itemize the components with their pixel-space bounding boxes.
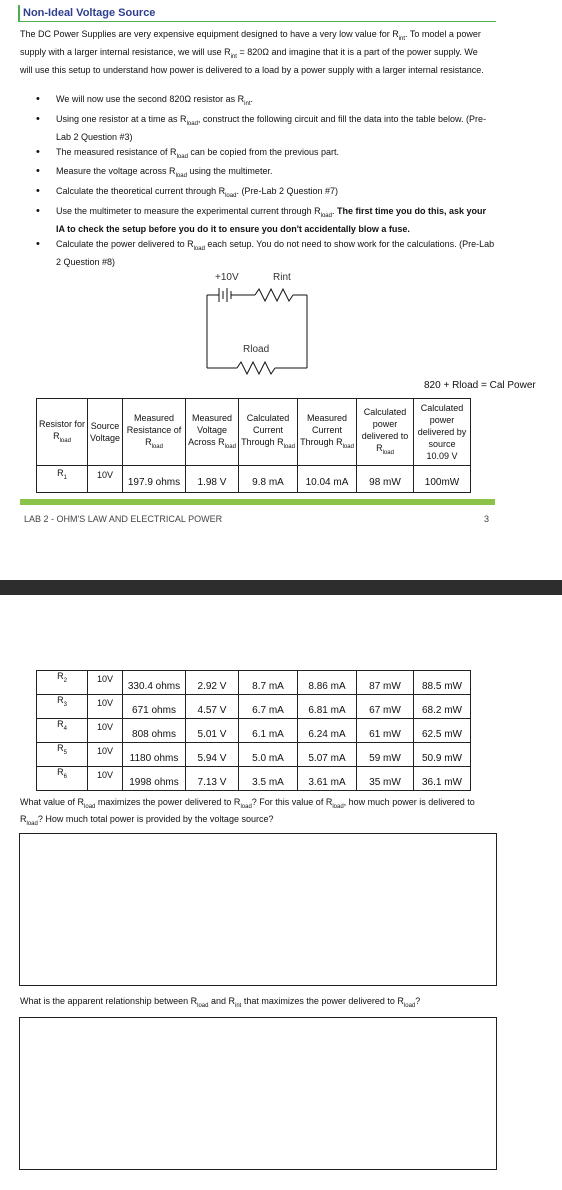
footer-page-number: 3 bbox=[484, 514, 490, 524]
page-title: Non-Ideal Voltage Source bbox=[23, 7, 156, 19]
answer-box-relationship[interactable] bbox=[19, 1017, 497, 1170]
rload-label: Rload bbox=[243, 344, 270, 355]
question-max-power: What value of $R_{load}$ maximizes the power delivered to $R_{load}$? For this value of $R_{load}$, how much power is delivered to $R_{load}$? How much total power is provided by the voltage source? bbox=[20, 797, 475, 827]
list-item: • Use the multimeter to measure the experimental current through $R_{load}$. The first time you do this, ask your IA to check the setup before you do it to ensure you don't accidentally blow a fuse. bbox=[36, 205, 496, 236]
table-row: $R_5$ 10V 1180 ohms 5.94 V 5.0 mA 5.07 mA 59 mW 50.9 mW bbox=[37, 743, 471, 767]
rint-label: Rint bbox=[273, 272, 291, 283]
circuit-diagram bbox=[195, 268, 325, 378]
header-source: Source Voltage bbox=[88, 399, 123, 466]
data-table-continued bbox=[36, 670, 471, 791]
header-calculated-power: Calculated power delivered to $R_{load}$ bbox=[357, 399, 414, 466]
measured-current-cell: 10.04 mA bbox=[298, 466, 357, 493]
table-row: $R_6$ 10V 1998 ohms 7.13 V 3.5 mA 3.61 mA 35 mW 36.1 mW bbox=[37, 767, 471, 791]
list-item: • We will now use the second 820Ω resistor as $R_{int}$. bbox=[36, 93, 496, 111]
list-item: • Calculate the theoretical current through $R_{load}$. (Pre-Lab 2 Question #7) bbox=[36, 185, 496, 203]
rload-resistor-icon bbox=[237, 362, 275, 374]
list-item: • Measure the voltage across $R_{load}$ using the multimeter. bbox=[36, 165, 496, 183]
header-resistor: Resistor for $R_{load}$ bbox=[37, 399, 88, 466]
list-item: • Calculate the power delivered to $R_{load}$ each setup. You do not need to show work for the calculations. (Pre-Lab 2 Question #8) bbox=[36, 238, 496, 269]
resistance-cell: 197.9 ohms bbox=[123, 466, 186, 493]
header-calculated-source-power: Calculated power delivered by source 10.09 V bbox=[414, 399, 471, 466]
table-row bbox=[37, 466, 471, 493]
header-measured-voltage: Measured Voltage Across $R_{load}$ bbox=[186, 399, 239, 466]
list-item: • Using one resistor at a time as $R_{load}$, construct the following circuit and fill the data into the table below. (Pre-Lab 2 Question #3) bbox=[36, 113, 496, 144]
source-power-cell: 100mW bbox=[414, 466, 471, 493]
cal-power-note: 820 + Rload = Cal Power bbox=[424, 380, 536, 391]
data-table bbox=[36, 398, 471, 493]
rint-resistor-icon bbox=[255, 289, 293, 301]
header-measured-resistance: Measured Resistance of $R_{load}$ bbox=[123, 399, 186, 466]
source-label: +10V bbox=[215, 272, 239, 283]
measured-voltage-cell: 1.98 V bbox=[186, 466, 239, 493]
resistor-cell: $R_1$ bbox=[37, 466, 88, 493]
answer-box-max-power[interactable] bbox=[19, 833, 497, 986]
question-relationship: What is the apparent relationship between $R_{load}$ and $R_{int}$ that maximizes the power delivered to $R_{load}$? bbox=[20, 996, 421, 1009]
instruction-list bbox=[36, 93, 496, 271]
table-row: $R_3$ 10V 671 ohms 4.57 V 6.7 mA 6.81 mA 67 mW 68.2 mW bbox=[37, 695, 471, 719]
header-measured-current: Measured Current Through $R_{load}$ bbox=[298, 399, 357, 466]
table-row: $R_2$ 10V 330.4 ohms 2.92 V 8.7 mA 8.86 mA 87 mW 88.5 mW bbox=[37, 671, 471, 695]
footer-lab-title: LAB 2 - OHM'S LAW AND ELECTRICAL POWER bbox=[24, 514, 223, 524]
header-calculated-current: Calculated Current Through $R_{load}$ bbox=[239, 399, 298, 466]
list-item: • The measured resistance of $R_{load}$ can be copied from the previous part. bbox=[36, 146, 496, 164]
table-row: $R_4$ 10V 808 ohms 5.01 V 6.1 mA 6.24 mA 61 mW 62.5 mW bbox=[37, 719, 471, 743]
calculated-power-cell: 98 mW bbox=[357, 466, 414, 493]
intro-paragraph: The DC Power Supplies are very expensive equipment designed to have a very low value for $R_{int}$. To model a power supply with a larger internal resistance, we will use $R_{int} = 820\Omega$ and imagine that it is a part of the power supply. We will use this setup to understand how power is delivered to a load by a power supply with a larger internal resistance. bbox=[20, 29, 484, 75]
calculated-current-cell: 9.8 mA bbox=[239, 466, 298, 493]
page-break bbox=[0, 580, 562, 595]
footer-rule bbox=[20, 499, 495, 505]
voltage-cell: 10V bbox=[88, 466, 123, 493]
